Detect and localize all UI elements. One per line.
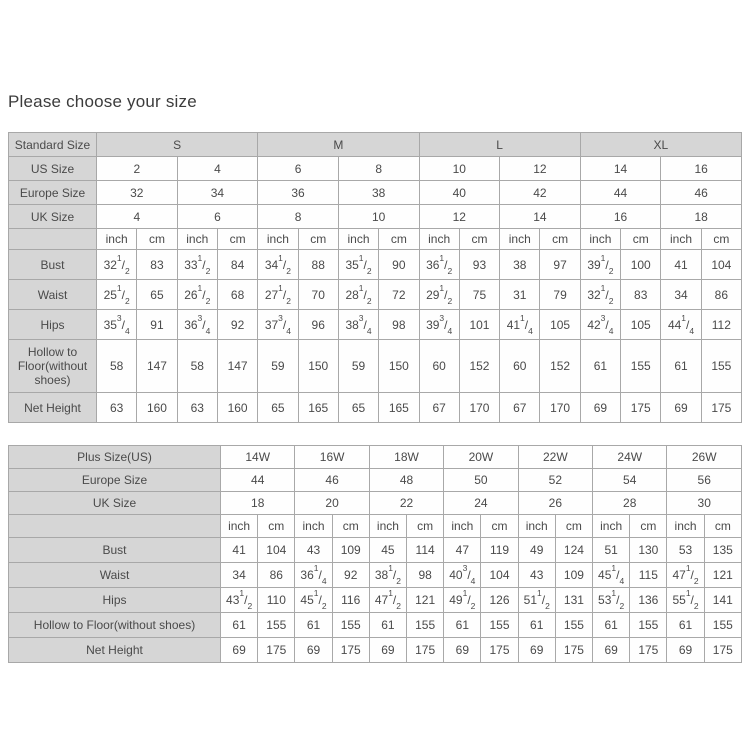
cell: 83 <box>137 250 177 280</box>
row-label: Hips <box>9 310 97 340</box>
cell: cm <box>630 515 667 538</box>
cell: 26 <box>518 492 592 515</box>
cell: 4 <box>97 205 178 229</box>
standard-size-row-hollow-to-floor-without-shoes <box>9 340 742 393</box>
cell: 8 <box>338 157 419 181</box>
cell: 14 <box>500 205 581 229</box>
cell: 36 <box>258 181 339 205</box>
cell: 155 <box>258 613 295 638</box>
cell: 98 <box>379 310 419 340</box>
cell: 34 <box>661 280 701 310</box>
cell: $32^1/_2$ <box>580 280 620 310</box>
cell: 69 <box>580 393 620 423</box>
cell: $37^3/_4$ <box>258 310 298 340</box>
cell: $45^1/_4$ <box>593 563 630 588</box>
row-label: Net Height <box>9 393 97 423</box>
page-title: Please choose your size <box>8 92 197 111</box>
cell: 160 <box>217 393 257 423</box>
cell: 155 <box>407 613 444 638</box>
cell: cm <box>258 515 295 538</box>
cell: 175 <box>704 638 741 663</box>
cell: 116 <box>332 588 369 613</box>
cell: $49^1/_2$ <box>444 588 481 613</box>
cell: 34 <box>177 181 258 205</box>
cell: $40^3/_4$ <box>444 563 481 588</box>
cell: 131 <box>555 588 592 613</box>
plus-size-row-hollow-to-floor-without-shoes <box>9 613 742 638</box>
cell: 91 <box>137 310 177 340</box>
cell: 12 <box>419 205 500 229</box>
cell: 41 <box>661 250 701 280</box>
cell: 2 <box>97 157 178 181</box>
cell: 155 <box>704 613 741 638</box>
cell: 175 <box>407 638 444 663</box>
standard-size-row-waist <box>9 280 742 310</box>
cell: 96 <box>298 310 338 340</box>
cell: $42^3/_4$ <box>580 310 620 340</box>
row-label: Hollow to Floor(without shoes) <box>9 613 221 638</box>
cell: $35^1/_2$ <box>338 250 378 280</box>
cell: inch <box>258 229 298 250</box>
cell: 53 <box>667 538 704 563</box>
cell: 69 <box>295 638 332 663</box>
cell: 79 <box>540 280 580 310</box>
cell: 20 <box>295 492 369 515</box>
standard-size-row-hips <box>9 310 742 340</box>
cell: $38^3/_4$ <box>338 310 378 340</box>
cell: $29^1/_2$ <box>419 280 459 310</box>
standard-size-row-standard-size <box>9 133 742 157</box>
cell: inch <box>580 229 620 250</box>
cell: 121 <box>704 563 741 588</box>
cell: $55^1/_2$ <box>667 588 704 613</box>
cell: inch <box>177 229 217 250</box>
cell: 69 <box>369 638 406 663</box>
cell: 16W <box>295 446 369 469</box>
cell: 34 <box>221 563 258 588</box>
cell: 47 <box>444 538 481 563</box>
cell: $35^3/_4$ <box>97 310 137 340</box>
cell: 52 <box>518 469 592 492</box>
cell: $33^1/_2$ <box>177 250 217 280</box>
cell: 110 <box>258 588 295 613</box>
cell: 105 <box>621 310 661 340</box>
cell: inch <box>661 229 701 250</box>
cell: 61 <box>661 340 701 393</box>
cell: inch <box>369 515 406 538</box>
cell: 98 <box>407 563 444 588</box>
cell: 56 <box>667 469 742 492</box>
cell: $39^3/_4$ <box>419 310 459 340</box>
cell: 65 <box>338 393 378 423</box>
cell: 61 <box>593 613 630 638</box>
cell: M <box>258 133 419 157</box>
cell: $44^1/_4$ <box>661 310 701 340</box>
cell: 61 <box>221 613 258 638</box>
cell: cm <box>481 515 518 538</box>
cell: 175 <box>555 638 592 663</box>
cell: 61 <box>580 340 620 393</box>
cell: 44 <box>221 469 295 492</box>
cell: cm <box>621 229 661 250</box>
cell: 69 <box>661 393 701 423</box>
cell: 61 <box>444 613 481 638</box>
cell: 104 <box>701 250 741 280</box>
cell: 31 <box>500 280 540 310</box>
cell: 58 <box>97 340 137 393</box>
plus-size-row-europe-size <box>9 469 742 492</box>
cell: 10 <box>419 157 500 181</box>
cell: cm <box>459 229 499 250</box>
cell: 69 <box>518 638 555 663</box>
cell: 100 <box>621 250 661 280</box>
cell: 61 <box>295 613 332 638</box>
cell: 67 <box>500 393 540 423</box>
cell: 18 <box>661 205 742 229</box>
cell: 18W <box>369 446 443 469</box>
standard-size-row-europe-size <box>9 181 742 205</box>
cell: inch <box>221 515 258 538</box>
cell: 175 <box>701 393 741 423</box>
plus-size-table <box>8 445 742 663</box>
cell: 119 <box>481 538 518 563</box>
cell: 43 <box>295 538 332 563</box>
row-label: Hips <box>9 588 221 613</box>
cell: 61 <box>667 613 704 638</box>
row-label: Hollow to Floor(without shoes) <box>9 340 97 393</box>
cell: 61 <box>518 613 555 638</box>
cell: $51^1/_2$ <box>518 588 555 613</box>
plus-size-row-bust <box>9 538 742 563</box>
cell: 150 <box>379 340 419 393</box>
cell: 69 <box>221 638 258 663</box>
cell: 152 <box>459 340 499 393</box>
cell: 69 <box>667 638 704 663</box>
cell: 58 <box>177 340 217 393</box>
cell: 92 <box>332 563 369 588</box>
row-label <box>9 515 221 538</box>
cell: 155 <box>701 340 741 393</box>
cell: 75 <box>459 280 499 310</box>
cell: $28^1/_2$ <box>338 280 378 310</box>
cell: 115 <box>630 563 667 588</box>
cell: 175 <box>332 638 369 663</box>
cell: $41^1/_4$ <box>500 310 540 340</box>
cell: 60 <box>419 340 459 393</box>
cell: 83 <box>621 280 661 310</box>
cell: 97 <box>540 250 580 280</box>
cell: 12 <box>500 157 581 181</box>
cell: 92 <box>217 310 257 340</box>
cell: 42 <box>500 181 581 205</box>
cell: 16 <box>580 205 661 229</box>
cell: 165 <box>379 393 419 423</box>
cell: inch <box>518 515 555 538</box>
cell: $26^1/_2$ <box>177 280 217 310</box>
row-label: Bust <box>9 538 221 563</box>
cell: 175 <box>481 638 518 663</box>
cell: 54 <box>593 469 667 492</box>
cell: inch <box>667 515 704 538</box>
cell: 46 <box>295 469 369 492</box>
cell: $45^1/_2$ <box>295 588 332 613</box>
cell: 93 <box>459 250 499 280</box>
row-label: Europe Size <box>9 469 221 492</box>
row-label <box>9 229 97 250</box>
cell: 45 <box>369 538 406 563</box>
cell: L <box>419 133 580 157</box>
cell: $39^1/_2$ <box>580 250 620 280</box>
cell: 84 <box>217 250 257 280</box>
row-label: Waist <box>9 280 97 310</box>
cell: 28 <box>593 492 667 515</box>
cell: 63 <box>177 393 217 423</box>
cell: 14 <box>580 157 661 181</box>
cell: inch <box>97 229 137 250</box>
cell: 59 <box>258 340 298 393</box>
cell: $53^1/_2$ <box>593 588 630 613</box>
cell: 38 <box>338 181 419 205</box>
cell: 155 <box>332 613 369 638</box>
cell: 155 <box>555 613 592 638</box>
cell: 16 <box>661 157 742 181</box>
cell: cm <box>217 229 257 250</box>
cell: 4 <box>177 157 258 181</box>
cell: 136 <box>630 588 667 613</box>
cell: 141 <box>704 588 741 613</box>
cell: 130 <box>630 538 667 563</box>
cell: 121 <box>407 588 444 613</box>
row-label: Europe Size <box>9 181 97 205</box>
standard-size-row-uk-size <box>9 205 742 229</box>
cell: 70 <box>298 280 338 310</box>
cell: 20W <box>444 446 518 469</box>
cell: 124 <box>555 538 592 563</box>
cell: inch <box>500 229 540 250</box>
cell: 109 <box>332 538 369 563</box>
cell: 65 <box>137 280 177 310</box>
cell: 88 <box>298 250 338 280</box>
cell: 175 <box>630 638 667 663</box>
cell: 44 <box>580 181 661 205</box>
cell: 51 <box>593 538 630 563</box>
cell: 69 <box>444 638 481 663</box>
cell: 112 <box>701 310 741 340</box>
cell: 86 <box>258 563 295 588</box>
standard-size-row-net-height <box>9 393 742 423</box>
standard-size-row-units <box>9 229 742 250</box>
cell: $36^1/_2$ <box>419 250 459 280</box>
cell: 69 <box>593 638 630 663</box>
cell: 41 <box>221 538 258 563</box>
cell: 126 <box>481 588 518 613</box>
cell: 104 <box>258 538 295 563</box>
cell: 59 <box>338 340 378 393</box>
plus-size-row-uk-size <box>9 492 742 515</box>
cell: 60 <box>500 340 540 393</box>
plus-size-row-plus-size-us <box>9 446 742 469</box>
cell: 63 <box>97 393 137 423</box>
row-label: Standard Size <box>9 133 97 157</box>
cell: 26W <box>667 446 742 469</box>
cell: 90 <box>379 250 419 280</box>
standard-size-row-us-size <box>9 157 742 181</box>
cell: 175 <box>258 638 295 663</box>
cell: 48 <box>369 469 443 492</box>
cell: 170 <box>459 393 499 423</box>
row-label: Waist <box>9 563 221 588</box>
cell: 32 <box>97 181 178 205</box>
row-label: UK Size <box>9 492 221 515</box>
cell: 147 <box>217 340 257 393</box>
cell: $36^1/_4$ <box>295 563 332 588</box>
cell: 50 <box>444 469 518 492</box>
cell: $25^1/_2$ <box>97 280 137 310</box>
standard-size-table <box>8 132 742 423</box>
cell: 24W <box>593 446 667 469</box>
standard-size-row-bust <box>9 250 742 280</box>
cell: 72 <box>379 280 419 310</box>
cell: 104 <box>481 563 518 588</box>
cell: 10 <box>338 205 419 229</box>
cell: cm <box>332 515 369 538</box>
cell: 101 <box>459 310 499 340</box>
plus-size-row-waist <box>9 563 742 588</box>
cell: cm <box>540 229 580 250</box>
cell: 135 <box>704 538 741 563</box>
cell: inch <box>593 515 630 538</box>
cell: 175 <box>621 393 661 423</box>
cell: 8 <box>258 205 339 229</box>
cell: cm <box>555 515 592 538</box>
row-label: Plus Size(US) <box>9 446 221 469</box>
row-label: Net Height <box>9 638 221 663</box>
cell: 68 <box>217 280 257 310</box>
cell: cm <box>407 515 444 538</box>
plus-size-row-units <box>9 515 742 538</box>
cell: 38 <box>500 250 540 280</box>
row-label: Bust <box>9 250 97 280</box>
row-label: US Size <box>9 157 97 181</box>
cell: $47^1/_2$ <box>667 563 704 588</box>
cell: 22 <box>369 492 443 515</box>
cell: 30 <box>667 492 742 515</box>
cell: inch <box>419 229 459 250</box>
cell: 170 <box>540 393 580 423</box>
cell: $36^3/_4$ <box>177 310 217 340</box>
cell: cm <box>701 229 741 250</box>
cell: 61 <box>369 613 406 638</box>
cell: $38^1/_2$ <box>369 563 406 588</box>
plus-size-row-net-height <box>9 638 742 663</box>
cell: cm <box>298 229 338 250</box>
cell: 65 <box>258 393 298 423</box>
cell: $32^1/_2$ <box>97 250 137 280</box>
cell: 109 <box>555 563 592 588</box>
cell: 165 <box>298 393 338 423</box>
cell: $27^1/_2$ <box>258 280 298 310</box>
plus-size-row-hips <box>9 588 742 613</box>
cell: 14W <box>221 446 295 469</box>
cell: 67 <box>419 393 459 423</box>
row-label: UK Size <box>9 205 97 229</box>
cell: $43^1/_2$ <box>221 588 258 613</box>
cell: 18 <box>221 492 295 515</box>
cell: cm <box>704 515 741 538</box>
cell: cm <box>137 229 177 250</box>
cell: 155 <box>621 340 661 393</box>
cell: $34^1/_2$ <box>258 250 298 280</box>
cell: $47^1/_2$ <box>369 588 406 613</box>
cell: 24 <box>444 492 518 515</box>
cell: 114 <box>407 538 444 563</box>
cell: 46 <box>661 181 742 205</box>
cell: 160 <box>137 393 177 423</box>
cell: 43 <box>518 563 555 588</box>
cell: 6 <box>177 205 258 229</box>
cell: XL <box>580 133 741 157</box>
cell: 22W <box>518 446 592 469</box>
cell: cm <box>379 229 419 250</box>
cell: 152 <box>540 340 580 393</box>
cell: 155 <box>481 613 518 638</box>
cell: inch <box>444 515 481 538</box>
cell: S <box>97 133 258 157</box>
cell: 6 <box>258 157 339 181</box>
cell: 155 <box>630 613 667 638</box>
cell: 49 <box>518 538 555 563</box>
cell: 105 <box>540 310 580 340</box>
cell: inch <box>338 229 378 250</box>
cell: 147 <box>137 340 177 393</box>
cell: 86 <box>701 280 741 310</box>
cell: 40 <box>419 181 500 205</box>
cell: 150 <box>298 340 338 393</box>
cell: inch <box>295 515 332 538</box>
